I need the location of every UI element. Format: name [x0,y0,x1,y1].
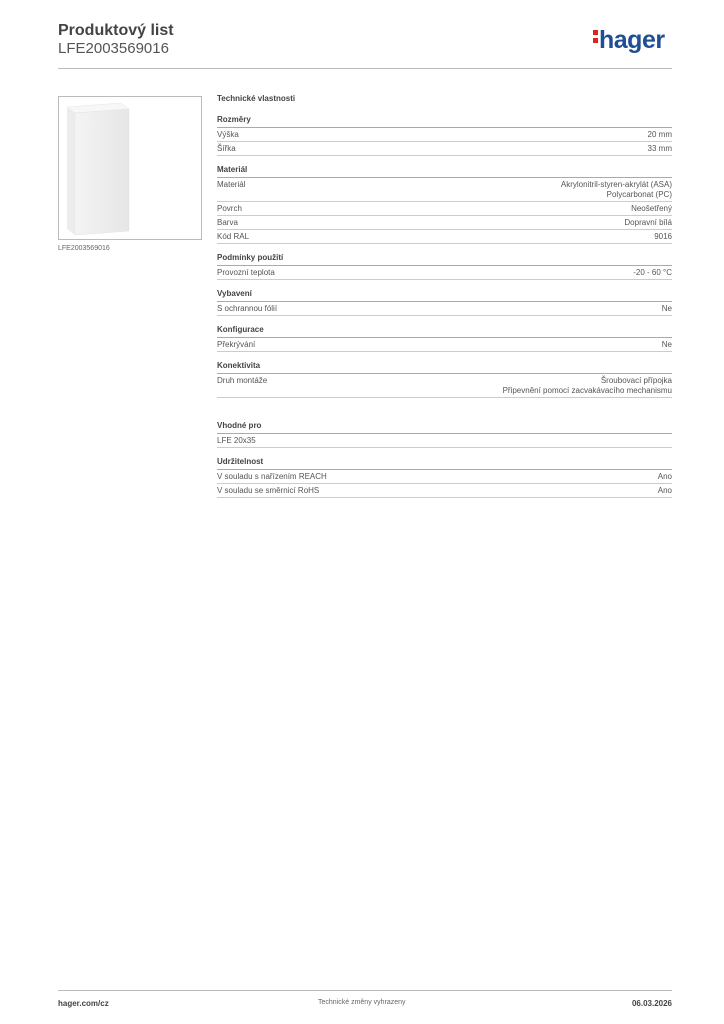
page-title: Produktový list [58,22,174,39]
spec-section-title: Konfigurace [217,325,672,338]
spec-row [217,202,672,216]
footer-website[interactable]: hager.com/cz [58,999,109,1008]
spec-key: Materiál [217,180,246,189]
spec-section [217,165,672,244]
spec-section-title: Udržitelnost [217,457,672,470]
spec-row [217,230,672,244]
section-gap [217,407,672,421]
footer-divider [58,990,672,991]
product-illustration-icon [59,97,201,239]
spec-section [217,421,672,448]
spec-key: V souladu s nařízením REACH [217,472,327,481]
spec-key: LFE 20x35 [217,436,256,445]
spec-row [217,128,672,142]
product-image [58,96,202,240]
spec-key: Výška [217,130,239,139]
spec-key: Povrch [217,204,242,213]
spec-heading: Technické vlastnosti [217,94,296,103]
spec-key: Druh montáže [217,376,268,385]
spec-section-title: Konektivita [217,361,672,374]
logo-dots-icon [593,27,599,46]
spec-value: Ano [657,486,672,495]
spec-key: Provozní teplota [217,268,275,277]
spec-key: S ochrannou fólií [217,304,278,313]
spec-section-title: Vybavení [217,289,672,302]
spec-section-title: Podmínky použití [217,253,672,266]
spec-section [217,325,672,352]
spec-section [217,253,672,280]
spec-row [217,216,672,230]
spec-section [217,457,672,498]
spec-value: Akrylonitril-styren-akrylát (ASA) Polycarbonat (PC) [560,180,672,199]
spec-row [217,266,672,280]
spec-value: Šroubovací přípojka Připevnění pomocí zacvakávacího mechanismu [502,376,672,395]
header-divider [58,68,672,69]
spec-section [217,115,672,156]
spec-value: Dopravní bílá [624,218,672,227]
spec-value: 9016 [654,232,672,241]
spec-value: 20 mm [647,130,672,139]
spec-row [217,374,672,398]
footer-notice: Technické změny vyhrazeny [318,999,406,1006]
spec-value: 33 mm [647,144,672,153]
spec-key: Šířka [217,144,236,153]
logo-text: hager [599,26,665,54]
hager-logo [593,28,665,53]
spec-value: Ano [657,472,672,481]
spec-section [217,289,672,316]
spec-section-title: Vhodné pro [217,421,672,434]
spec-value: Ne [661,340,672,349]
spec-section-title: Materiál [217,165,672,178]
spec-row [217,142,672,156]
spec-row [217,434,672,448]
spec-row [217,470,672,484]
spec-value: Ne [661,304,672,313]
spec-table [217,94,672,507]
spec-row [217,484,672,498]
spec-key: Překrývání [217,340,256,349]
spec-key: V souladu se směrnicí RoHS [217,486,320,495]
product-code: LFE2003569016 [58,40,169,57]
spec-value: -20 - 60 °C [633,268,672,277]
spec-row [217,338,672,352]
spec-section [217,361,672,398]
spec-key: Barva [217,218,238,227]
image-caption: LFE2003569016 [58,245,110,252]
spec-section-title: Rozměry [217,115,672,128]
spec-row [217,302,672,316]
spec-key: Kód RAL [217,232,250,241]
footer-date: 06.03.2026 [631,999,672,1008]
spec-row [217,178,672,202]
spec-value: Neošetřený [631,204,672,213]
